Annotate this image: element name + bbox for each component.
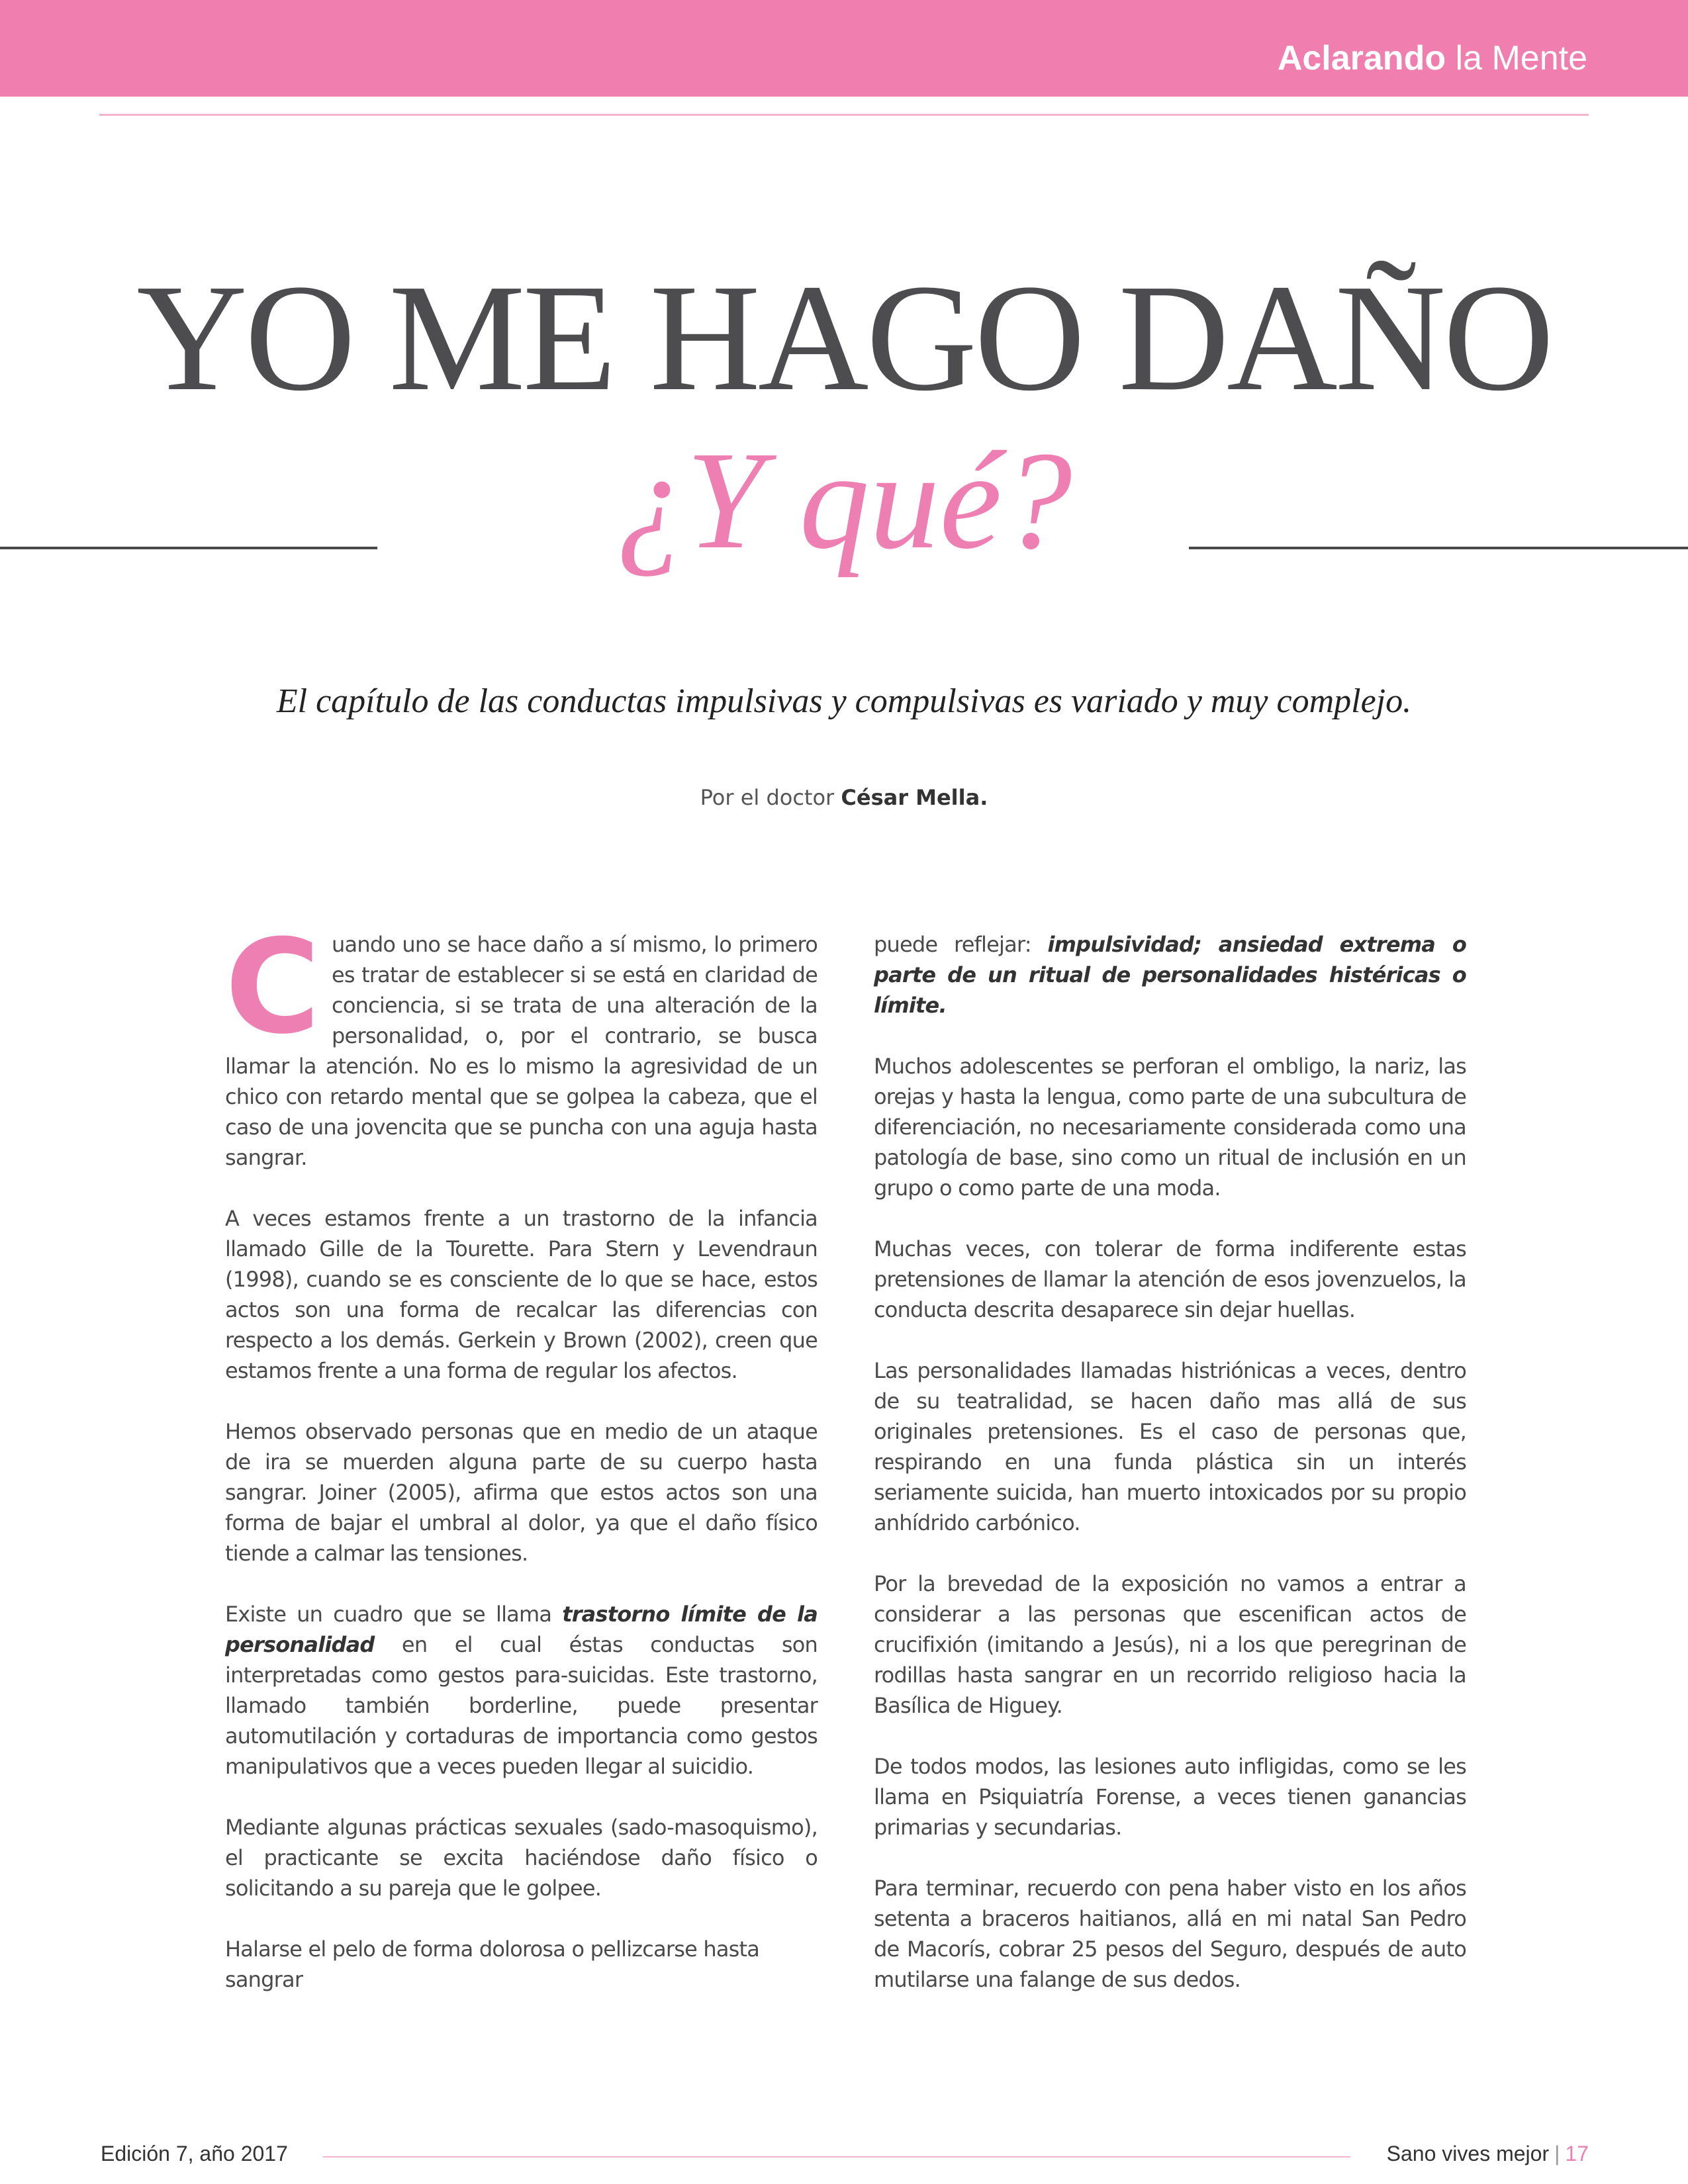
paragraph [225,912,818,1173]
paragraph: Por la brevedad de la exposición no vamos a entrar a considerar a las personas que escenifican actos de crucifixión (imitando a Jesús), ni a los que peregrinan de rodillas hasta sangrar en un recorrido religioso hacia la Basílica de Higuey. [874,1571,1466,1718]
paragraph [874,929,1466,1021]
paragraph: Las personalidades llamadas histriónicas a veces, dentro de su teatralidad, se hacen daño mas allá de sus originales pretensiones. Es el caso de personas que, respirando en una funda plástica sin un interés seriamente suicida, han muerto intoxicados por su propio anhídrido carbónico. [874,1358,1466,1535]
paragraph [225,1599,818,1782]
paragraph: Hemos observado personas que en medio de un ataque de ira se muerden alguna parte de su cuerpo hasta sangrar. Joiner (2005), afirma que estos actos son una forma de bajar el umbral al dolor, ya que el daño físico tiende a calmar las tensiones. [225,1419,818,1566]
paragraph-text: Existe un cuadro que se llama [225,1602,563,1627]
paragraph: Mediante algunas prácticas sexuales (sado-masoquismo), el practicante se excita haciéndose daño físico o solicitando a su pareja que le golpee. [225,1815,818,1901]
article-column-left [225,912,818,2025]
paragraph: Halarse el pelo de forma dolorosa o pellizcarse hasta sangrar [225,1936,760,1992]
paragraph-text: uando uno se hace daño a sí mismo, lo primero es tratar de establecer si se está en claridad de conciencia, si se trata de una alteración de la personalidad, o, por el contrario, se busca llamar la atención. No es lo mismo la agresividad de un chico con retardo mental que se golpea la cabeza, que el caso de una jovencita que se puncha con una aguja hasta sangrar. [225,932,818,1170]
byline-author: César Mella. [841,785,988,810]
footer-edition: Edición 7, año 2017 [101,2142,288,2165]
section-label-rest: la Mente [1446,39,1587,77]
paragraph: Muchos adolescentes se perforan el ombligo, la nariz, las orejas y hasta la lengua, como parte de una subcultura de diferenciación, no necesariamente considerada como una patología de base, sino como un ritual de inclusión en un grupo o como parte de una moda. [874,1054,1466,1201]
article-title: YO ME HAGO DAÑO [136,253,1552,423]
emphasized-term: impulsividad; ansiedad extrema o parte de un ritual de personalidades histéricas o límite. [874,932,1467,1018]
paragraph: Muchas veces, con tolerar de forma indiferente estas pretensiones de llamar la atención de esos jovenzuelos, la conducta descrita desaparece sin dejar huellas. [874,1236,1466,1322]
footer-separator: | [1554,2142,1560,2165]
byline-prefix: Por el doctor [700,785,841,810]
article-deck: El capítulo de las conductas impulsivas y compulsivas es variado y muy complejo. [276,682,1412,720]
magazine-name: Sano vives mejor [1386,2142,1550,2165]
paragraph: De todos modos, las lesiones auto infligidas, como se les llama en Psiquiatría Forense, a veces tienen ganancias primarias y secundarias. [874,1754,1466,1840]
header-divider [99,114,1589,116]
paragraph-text: puede reflejar: [874,932,1048,957]
article-title-question: ¿Y qué? [616,422,1072,578]
footer-divider [323,2156,1350,2158]
title-rule-right [1189,547,1688,549]
paragraph-text: en el cual éstas conductas son interpretadas como gestos para-suicidas. Este trastorno, llamado también borderline, puede presentar automutilación y cortaduras de importancia como gestos manipulativos que a veces pueden llegar al suicidio. [225,1632,818,1779]
section-label [1278,41,1587,75]
footer-magazine [1387,2142,1589,2166]
byline [0,785,1688,810]
section-label-bold: Aclarando [1277,39,1446,77]
article-column-right [874,929,1466,2025]
paragraph: A veces estamos frente a un trastorno de la infancia llamado Gille de la Tourette. Para Stern y Levendraun (1998), cuando se es consciente de lo que se hace, estos actos son una forma de recalcar las diferencias con respecto a los demás. Gerkein y Brown (2002), creen que estamos frente a una forma de regular los afectos. [225,1206,818,1383]
emphasized-term: trastorno límite de la personalidad [225,1602,818,1657]
page-number: 17 [1565,2142,1589,2165]
drop-cap: C [225,912,320,1063]
paragraph: Para terminar, recuerdo con pena haber visto en los años setenta a braceros haitianos, allá en mi natal San Pedro de Macorís, cobrar 25 pesos del Seguro, después de auto mutilarse una falange de sus dedos. [874,1876,1466,1992]
